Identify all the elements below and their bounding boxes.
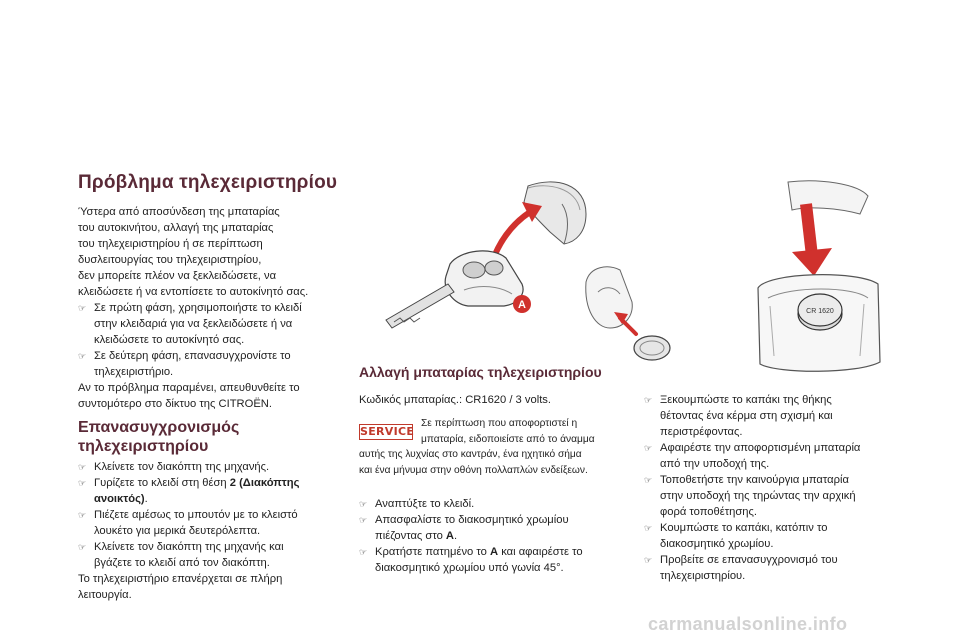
- list-item: [644, 520, 914, 552]
- page-title: Πρόβλημα τηλεχειριστηρίου: [78, 172, 338, 193]
- bullet-line: Κουμπώστε το καπάκι, κατόπιν το: [660, 522, 828, 534]
- list-item: [78, 475, 340, 507]
- bullet-line: τηλεχειριστηρίου.: [660, 570, 746, 582]
- list-item: [644, 392, 914, 440]
- resync-steps: [78, 459, 340, 603]
- list-item: [78, 459, 340, 475]
- key-position-label: 2 (Διακόπτης: [229, 477, 300, 489]
- intro-paragraph: [78, 204, 338, 412]
- bullet-line: Κλείνετε τον διακόπτη της μηχανής και: [94, 541, 284, 553]
- battery-icon: [798, 294, 842, 330]
- label-a-ref: A: [489, 546, 499, 558]
- label-a-text: A: [518, 299, 526, 311]
- list-item: [359, 544, 621, 576]
- resync-title: [78, 418, 308, 456]
- outro-line: λειτουργία.: [78, 589, 132, 601]
- finger-pointing-icon: ☞: [359, 515, 368, 525]
- intro-line: του αυτοκινήτου, αλλαγή της μπαταρίας: [78, 222, 274, 234]
- resync-title-line: τηλεχειριστηρίου: [78, 438, 209, 455]
- bullet-line: λουκέτο για μερικά δευτερόλεπτα.: [94, 525, 261, 537]
- finger-pointing-icon: ☞: [359, 547, 368, 557]
- arrow-head-icon: [792, 248, 832, 276]
- finger-pointing-icon: ☞: [78, 510, 87, 520]
- battery-steps-a: [359, 496, 621, 576]
- list-item: [644, 552, 914, 584]
- key-cover-illustration: [380, 172, 602, 334]
- battery-title: Αλλαγή μπαταρίας τηλεχειριστηρίου: [359, 364, 602, 380]
- bullet-line: βγάζετε το κλειδί από τον διακόπτη.: [94, 557, 270, 569]
- intro-line: του τηλεχειριστηρίου ή σε περίπτωση: [78, 238, 263, 250]
- service-line: μπαταρία, ειδοποιείστε από το άναμμα: [421, 433, 595, 445]
- label-a-ref: A: [445, 530, 455, 542]
- list-item: [644, 440, 914, 472]
- intro-line: δεν μπορείτε πλέον να ξεκλειδώσετε, να: [78, 270, 277, 282]
- list-item: [78, 348, 338, 380]
- bullet-text: πιέζοντας στο: [375, 530, 443, 542]
- bullet-line: Αναπτύξτε το κλειδί.: [375, 498, 475, 510]
- insert-arrow-icon: [806, 204, 812, 256]
- outro-line: συντομότερο στο δίκτυο της CITROËN.: [78, 398, 272, 410]
- finger-pointing-icon: ☞: [78, 303, 87, 313]
- finger-pointing-icon: ☞: [359, 499, 368, 509]
- bullet-line: φορά τοποθέτησης.: [660, 506, 757, 518]
- key-fob: [445, 251, 523, 306]
- bullet-line: Κλείνετε τον διακόπτη της μηχανής.: [94, 461, 270, 473]
- intro-line: δυσλειτουργίας του τηλεχειριστηρίου,: [78, 254, 262, 266]
- list-item: [78, 539, 340, 571]
- intro-line: κλειδώσετε ή να εντοπίσετε το αυτοκίνητό σας.: [78, 286, 309, 298]
- service-line: Σε περίπτωση που αποφορτιστεί η: [421, 418, 578, 429]
- outro-line: Το τηλεχειριστήριο επανέρχεται σε πλήρη: [78, 573, 283, 585]
- battery-marking: CR 1620: [806, 308, 834, 315]
- bullet-line: στην υποδοχή της τηρώντας την αρχική: [660, 490, 856, 502]
- service-note: [359, 416, 627, 478]
- intro-line: Ύστερα από αποσύνδεση της μπαταρίας: [78, 206, 280, 218]
- list-item: ☞ Απασφαλίστε το διακοσμητικό χρωμίου πιέζοντας στο A.: [359, 512, 621, 544]
- bullet-line: τηλεχειριστήριο.: [94, 366, 174, 378]
- finger-pointing-icon: ☞: [644, 475, 653, 485]
- finger-pointing-icon: ☞: [78, 462, 87, 472]
- bullet-line: στην κλειδαριά για να ξεκλειδώσετε ή να: [94, 318, 293, 330]
- finger-pointing-icon: ☞: [644, 443, 653, 453]
- bullet-line: Σε δεύτερη φάση, επανασυγχρονίστε το: [94, 350, 291, 362]
- bullet-line: Τοποθετήστε την καινούργια μπαταρία: [660, 474, 849, 486]
- coin-open-illustration: [580, 262, 680, 370]
- bullet-line: διακοσμητικό χρωμίου.: [660, 538, 774, 550]
- finger-pointing-icon: ☞: [644, 523, 653, 533]
- finger-pointing-icon: ☞: [78, 478, 87, 488]
- coin-icon: [634, 336, 670, 360]
- bullet-line: περιστρέφοντας.: [660, 426, 743, 438]
- bullet-line: Ξεκουμπώστε το καπάκι της θήκης: [660, 394, 832, 406]
- bullet-text: Κρατήστε πατημένο το: [375, 546, 487, 558]
- bullet-line: από την υποδοχή της.: [660, 458, 770, 470]
- battery-swap-illustration: [748, 176, 888, 378]
- resync-title-line: Επανασυγχρονισμός: [78, 419, 240, 436]
- bullet-line: κλειδώσετε το αυτοκίνητό σας.: [94, 334, 245, 346]
- finger-pointing-icon: ☞: [644, 555, 653, 565]
- list-item: [644, 472, 914, 520]
- bullet-line: Σε πρώτη φάση, χρησιμοποιήστε το κλειδί: [94, 302, 302, 314]
- list-item: [78, 300, 338, 348]
- key-position-label: ανοικτός): [94, 493, 145, 505]
- bullet-text: Γυρίζετε το κλειδί στη θέση: [94, 477, 227, 489]
- bullet-line: Προβείτε σε επανασυγχρονισμό του: [660, 554, 838, 566]
- bullet-line: θέτοντας ένα κέρμα στη σχισμή και: [660, 410, 833, 422]
- list-item: [359, 496, 621, 512]
- key-blade: [386, 284, 454, 328]
- bullet-line: Αφαιρέστε την αποφορτισμένη μπαταρία: [660, 442, 861, 454]
- battery-code: Κωδικός μπαταρίας.: CR1620 / 3 volts.: [359, 394, 552, 406]
- bullet-line: Πιέζετε αμέσως το μπουτόν με το κλειστό: [94, 509, 298, 521]
- service-line: αυτής της λυχνίας στο καντράν, ένα ηχητικό σήμα: [359, 449, 582, 460]
- bullet-text: .: [144, 493, 148, 505]
- finger-pointing-icon: ☞: [78, 351, 87, 361]
- bullet-line: διακοσμητικό χρωμίου υπό γωνία 45°.: [375, 562, 564, 574]
- battery-steps-b: [644, 392, 914, 584]
- service-line: και ένα μήνυμα στην οθόνη πολλαπλών ενδείξεων.: [359, 464, 588, 476]
- bullet-line: Απασφαλίστε το διακοσμητικό χρωμίου: [375, 514, 569, 526]
- list-item: [78, 507, 340, 539]
- bullet-text: και αφαιρέστε το: [501, 546, 583, 558]
- finger-pointing-icon: ☞: [78, 542, 87, 552]
- finger-pointing-icon: ☞: [644, 395, 653, 405]
- outro-line: Αν το πρόβλημα παραμένει, απευθυνθείτε το: [78, 382, 300, 394]
- service-warning-icon: SERVICE: [360, 425, 415, 438]
- watermark: carmanualsonline.info: [648, 614, 848, 634]
